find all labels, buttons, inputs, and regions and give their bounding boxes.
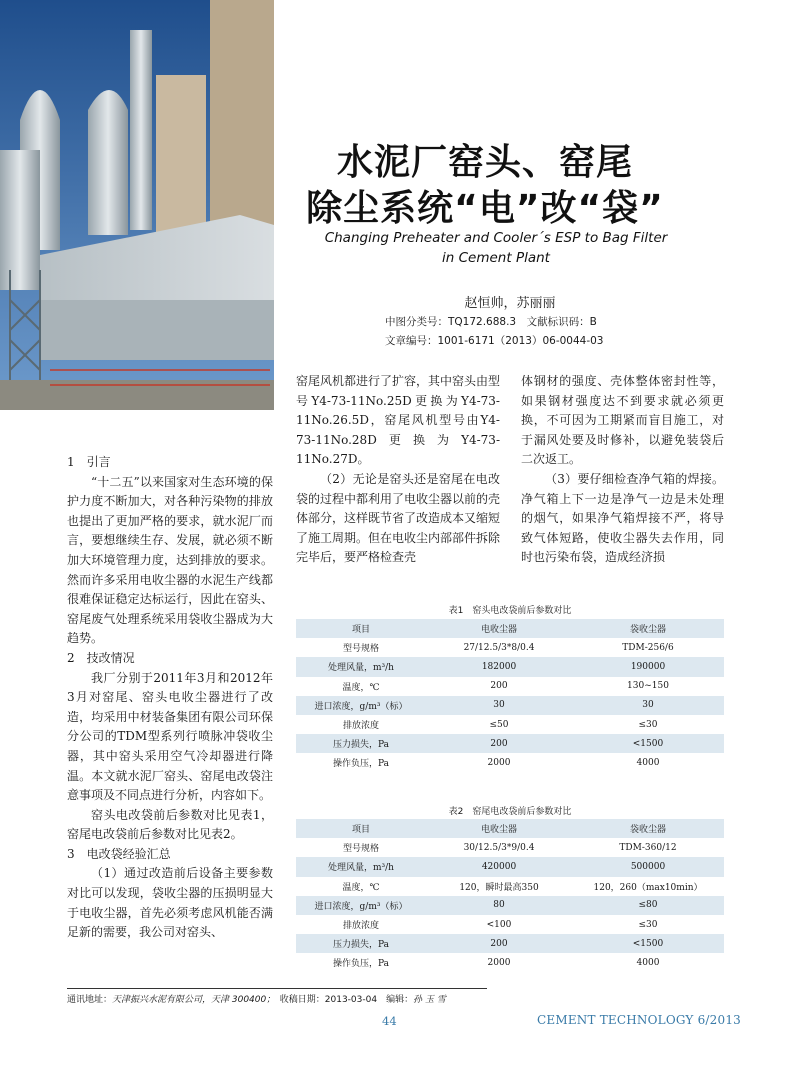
paragraph: 窑头电改袋前后参数对比见表1，窑尾电改袋前后参数对比见表2。: [67, 807, 273, 842]
table-row: [296, 857, 724, 876]
table-cell: 排放浓度: [296, 715, 426, 734]
table-row: [296, 915, 724, 934]
table-row: [296, 638, 724, 657]
paragraph: （2）无论是窑头还是窑尾在电改袋的过程中都利用了电收尘器以前的壳体部分，这样既节省了改造成本又缩短了施工周期。但在电收尘内部部件拆除完毕后，要严格检查壳: [296, 471, 501, 565]
table-row: [296, 677, 724, 696]
table-1: [296, 619, 724, 773]
footnote-address: 天津振兴水泥有限公司，天津 300400；: [112, 995, 271, 1005]
table-cell: 排放浓度: [296, 915, 426, 934]
footnote-divider: [67, 988, 487, 989]
table-cell: 型号规格: [296, 838, 426, 857]
classification-line: 中图分类号：TQ172.688.3 文献标识码：B: [385, 316, 597, 328]
column-1: [67, 453, 273, 943]
table-cell: 温度，℃: [296, 677, 426, 696]
table-cell: 进口浓度，g/m³（标）: [296, 896, 426, 915]
paragraph: “十二五”以来国家对生态环境的保护力度不断加大，对各种污染物的排放也提出了更加严格的要求，就水泥厂而言，要想继续生存、发展，就必须不断加大环境管理力度，达到排放的要求。然而许多采用电收尘器的水泥生产线都很难保证稳定达标运行，因此在窑头、窑尾废气处理系统采用袋收尘器成为大趋势。: [67, 474, 273, 646]
paragraph: 窑尾风机都进行了扩容，其中窑头由型号Y4-73-11No.25D更换为Y4-73-11No.26.5D，窑尾风机型号由Y4-73-11No.28D更换为Y4-73-11No.27D。: [296, 374, 501, 467]
table-row: [296, 734, 724, 753]
table-cell: 处理风量，m³/h: [296, 657, 426, 676]
page-number: 44: [382, 1014, 397, 1028]
table-row: [296, 934, 724, 953]
english-title: [300, 228, 692, 268]
table-cell: 420000: [426, 857, 572, 876]
table-cell: ≤30: [572, 715, 724, 734]
table-row: [296, 715, 724, 734]
footnote-address-label: 通讯地址：: [67, 995, 113, 1005]
table-cell: 200: [426, 677, 572, 696]
header-cell: 袋收尘器: [572, 819, 724, 838]
paragraph: （1）通过改造前后设备主要参数对比可以发现，袋收尘器的压损明显大于电收尘器，首先必须考虑风机能否满足新的需要，我公司对窑头、: [67, 866, 273, 940]
table-cell: ≤80: [572, 896, 724, 915]
authors: 赵恒帅，苏丽丽: [464, 296, 556, 311]
en-title-line-2: in Cement Plant: [442, 250, 550, 266]
article-number-line: 文章编号：1001-6171（2013）06-0044-03: [385, 335, 604, 347]
table-header-row: [296, 819, 724, 838]
table-cell: 操作负压，Pa: [296, 753, 426, 772]
table-cell: 温度，℃: [296, 877, 426, 896]
table-row: [296, 953, 724, 972]
table-cell: 80: [426, 896, 572, 915]
header-cell: 电收尘器: [426, 819, 572, 838]
footnote-received-label: 收稿日期：: [279, 995, 325, 1005]
table-row: [296, 877, 724, 896]
table-cell: 190000: [572, 657, 724, 676]
title-line-2: 除尘系统“电”改“袋”: [306, 188, 664, 229]
table-cell: 200: [426, 934, 572, 953]
table-cell: 182000: [426, 657, 572, 676]
table-cell: 30/12.5/3*9/0.4: [426, 838, 572, 857]
header-cell: 袋收尘器: [572, 619, 724, 638]
table-row: [296, 753, 724, 772]
table-row: [296, 657, 724, 676]
title-line-1: 水泥厂窑头、窑尾: [336, 142, 633, 183]
table-cell: 200: [426, 734, 572, 753]
table-cell: 操作负压，Pa: [296, 953, 426, 972]
footnote: [67, 992, 446, 1005]
table-row: [296, 838, 724, 857]
table-cell: 120，瞬时最高350: [426, 877, 572, 896]
table-row: [296, 696, 724, 715]
table-cell: 型号规格: [296, 638, 426, 657]
heading-retrofit: 2 技改情况: [67, 650, 135, 665]
table-cell: <100: [426, 915, 572, 934]
en-title-line-1: Changing Preheater and Cooler´s ESP to Bag Filter: [324, 230, 668, 246]
table-cell: 压力损失，Pa: [296, 934, 426, 953]
table-cell: 4000: [572, 753, 724, 772]
table-cell: TDM-256/6: [572, 638, 724, 657]
table-1-caption: 表1 窑头电改袋前后参数对比: [448, 606, 572, 616]
table-cell: TDM-360/12: [572, 838, 724, 857]
header-cell: 项目: [296, 619, 426, 638]
footnote-editor-label: 编辑：: [386, 995, 414, 1005]
table-cell: 2000: [426, 953, 572, 972]
footnote-editor: 孙 玉 雪: [413, 995, 446, 1005]
table-cell: ≤50: [426, 715, 572, 734]
table-cell: 500000: [572, 857, 724, 876]
heading-introduction: 1 引言: [67, 455, 111, 469]
table-header-row: [296, 619, 724, 638]
paragraph: （3）要仔细检查净气箱的焊接。净气箱上下一边是净气一边是未处理的烟气，如果净气箱焊接不严，将导致气体短路，使收尘器失去作用，同时也污染布袋，造成经济损: [521, 471, 724, 565]
table-cell: <1500: [572, 734, 724, 753]
table-cell: 压力损失，Pa: [296, 734, 426, 753]
cement-plant-photo: [0, 0, 274, 410]
table-cell: <1500: [572, 934, 724, 953]
table-cell: ≤30: [572, 915, 724, 934]
table-cell: 2000: [426, 753, 572, 772]
header-cell: 电收尘器: [426, 619, 572, 638]
column-2: [296, 372, 500, 568]
header-cell: 项目: [296, 819, 426, 838]
heading-experience: 3 电改袋经验汇总: [67, 846, 171, 861]
journal-footer: CEMENT TECHNOLOGY 6/2013: [537, 1013, 741, 1027]
article-title: [300, 140, 670, 232]
column-3: [521, 372, 724, 568]
paragraph: 体钢材的强度、壳体整体密封性等，如果钢材强度达不到要求就必须更换，不可因为工期紧而盲目施工，对于漏风处要及时修补，以避免装袋后二次返工。: [521, 374, 724, 467]
table-cell: 4000: [572, 953, 724, 972]
footnote-received: 2013-03-04: [324, 995, 378, 1005]
table-cell: 处理风量，m³/h: [296, 857, 426, 876]
table-2-caption: 表2 窑尾电改袋前后参数对比: [448, 807, 572, 817]
table-2: [296, 819, 724, 973]
paragraph: 我厂分别于2011年3月和2012年3月对窑尾、窑头电收尘器进行了改造，均采用中材装备集团有限公司环保分公司的TDM型系列行喷脉冲袋收尘器，其中窑头采用空气冷却器进行降温。本文就水泥厂窑头、窑尾电改袋注意事项及不同点进行分析，内容如下。: [67, 670, 273, 803]
table-row: [296, 896, 724, 915]
table-cell: 进口浓度，g/m³（标）: [296, 696, 426, 715]
table-cell: 30: [572, 696, 724, 715]
table-cell: 120，260（max10min）: [572, 877, 724, 896]
table-cell: 27/12.5/3*8/0.4: [426, 638, 572, 657]
table-cell: 130~150: [572, 677, 724, 696]
table-cell: 30: [426, 696, 572, 715]
